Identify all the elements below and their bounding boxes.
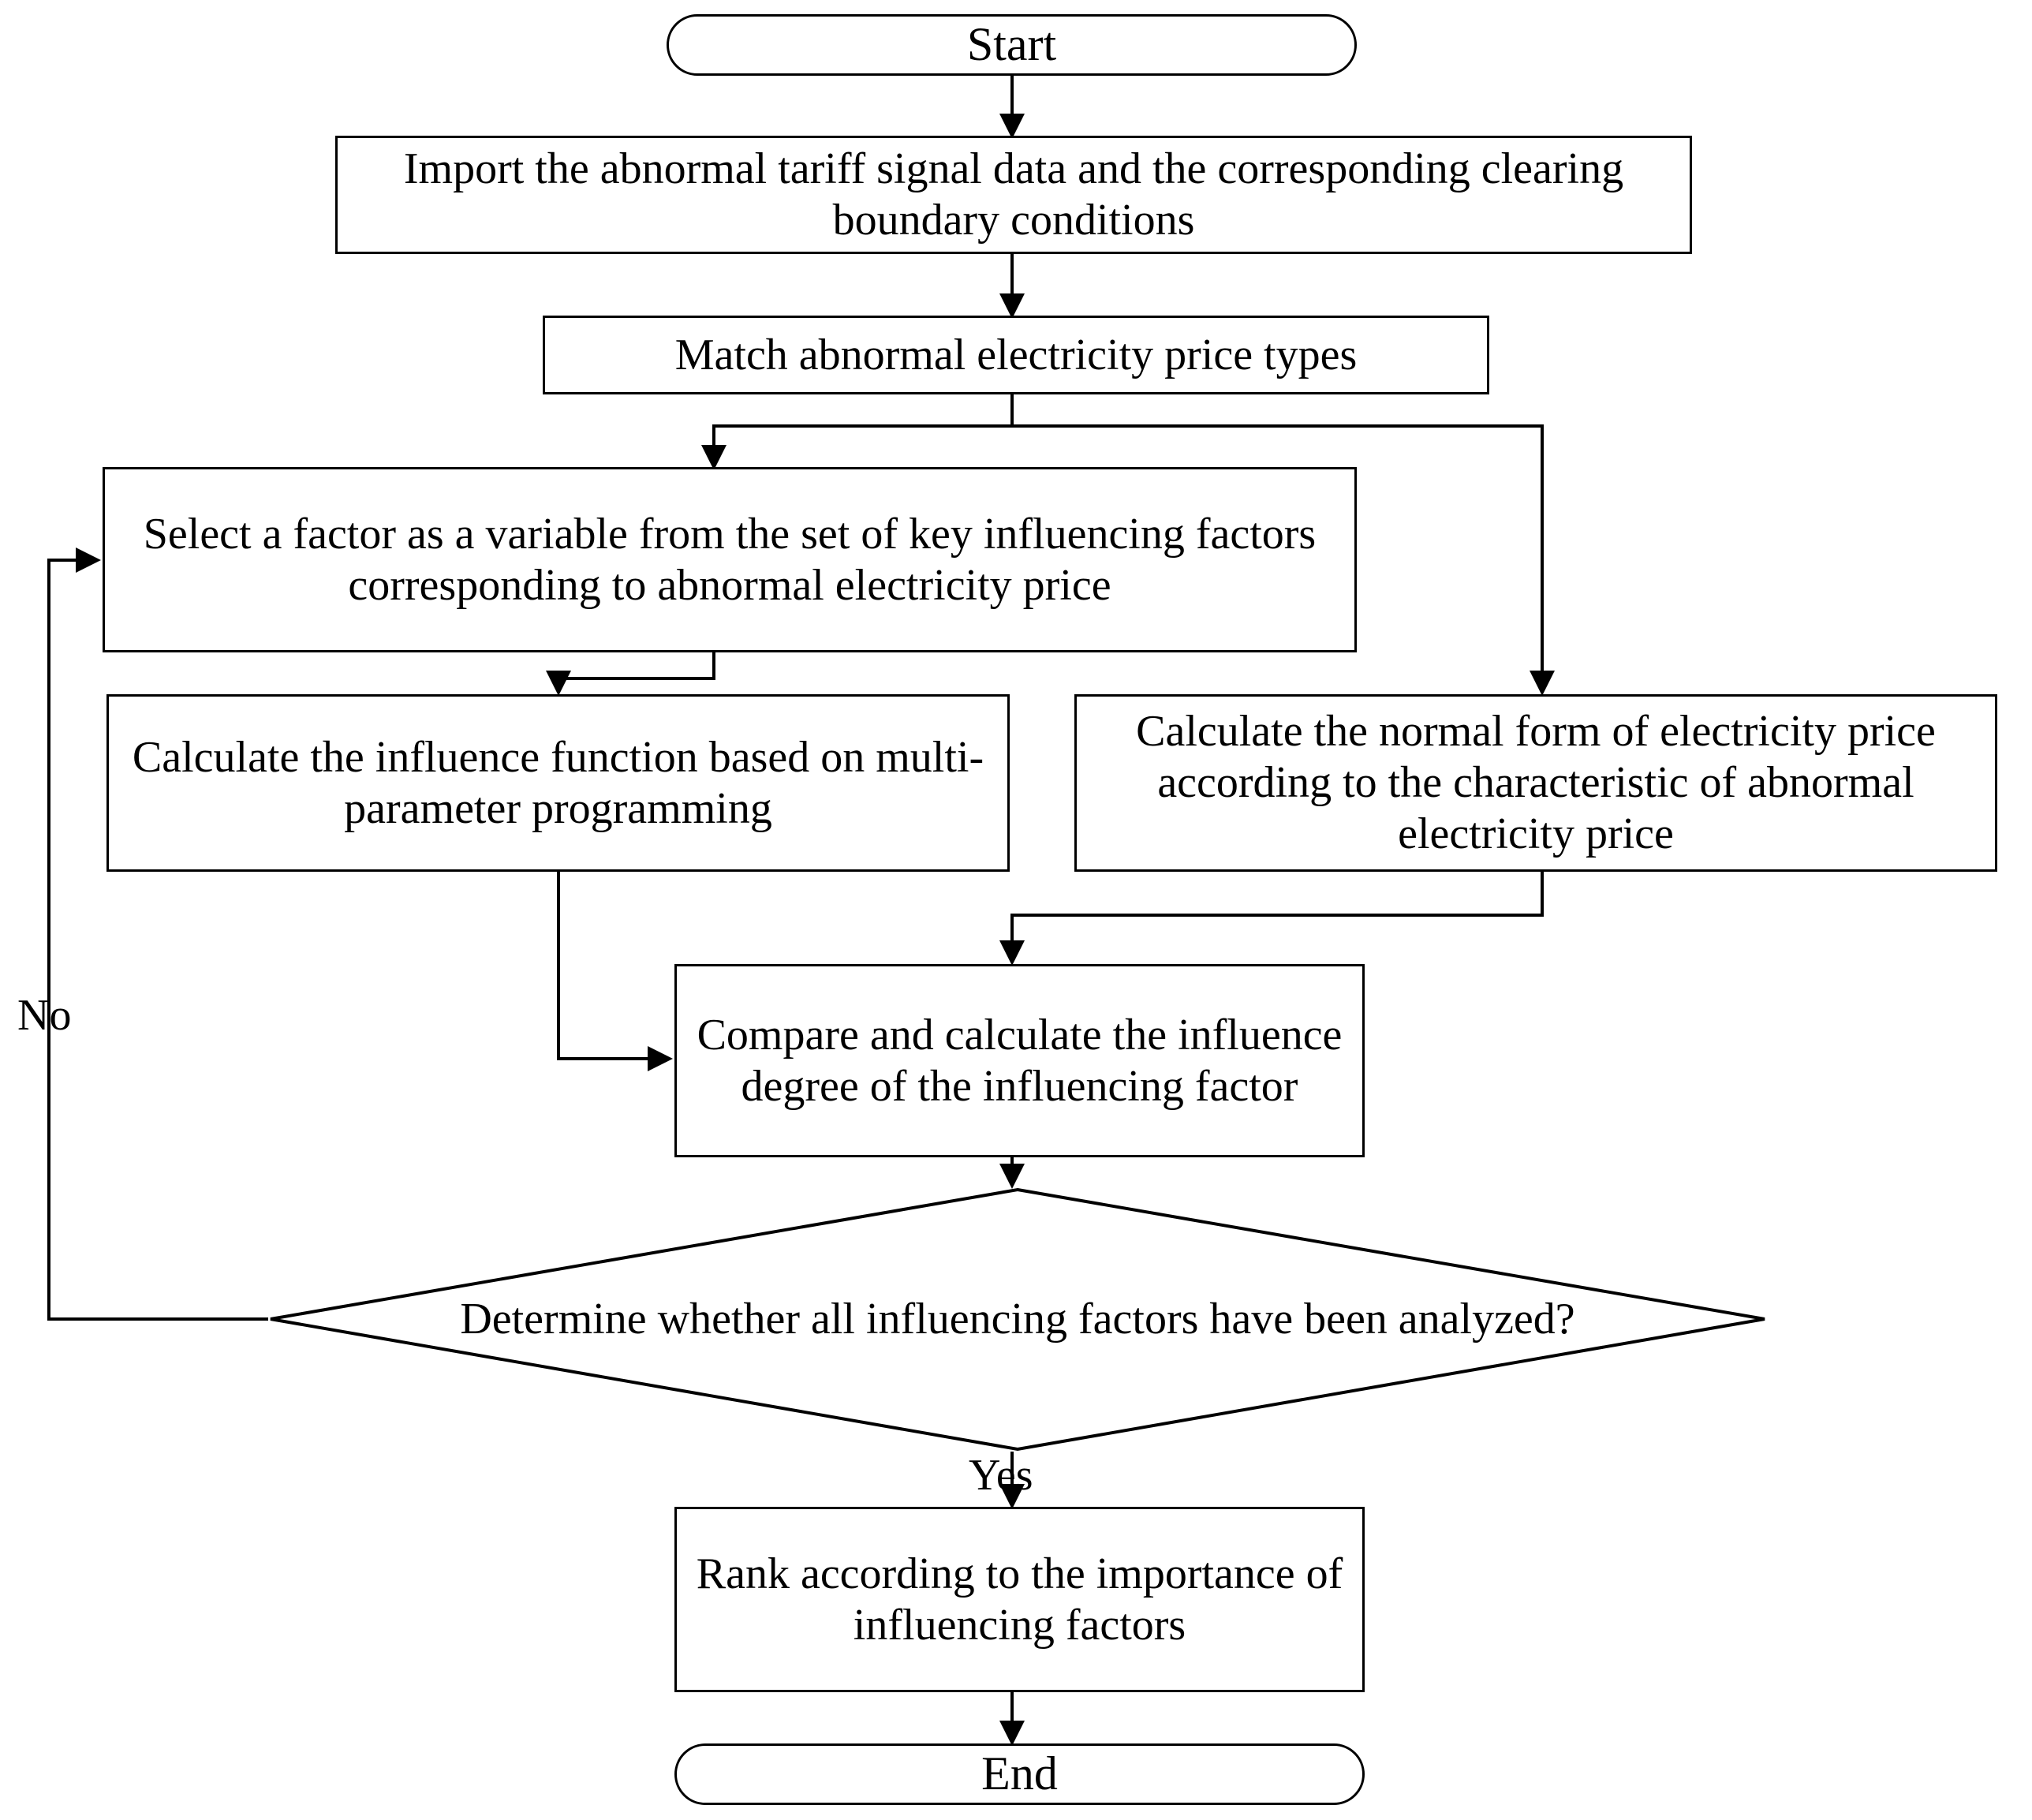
node-select-factor <box>103 467 1357 652</box>
edge-select-to-influence <box>558 652 714 690</box>
node-import-data <box>335 136 1692 254</box>
edge-label-no: No <box>17 991 72 1040</box>
node-select-factor-label: Select a factor as a variable from the set of key influencing factors corresponding to abnormal electricity price <box>143 509 1317 610</box>
node-calculate-influence-function <box>106 694 1010 872</box>
node-decision-all-factors-analyzed <box>268 1187 1767 1452</box>
node-calculate-normal-form <box>1074 694 1997 872</box>
node-start-label: Start <box>966 18 1057 71</box>
edge-label-yes: Yes <box>969 1451 1033 1500</box>
node-match-price-types-label: Match abnormal electricity price types <box>674 330 1358 379</box>
node-start <box>667 14 1357 76</box>
node-calculate-influence-function-label: Calculate the influence function based on multi-parameter programming <box>132 732 984 833</box>
edge-normal-to-compare <box>1012 872 1542 959</box>
node-end-label: End <box>981 1747 1058 1800</box>
node-match-price-types <box>543 316 1489 394</box>
node-end <box>674 1743 1365 1805</box>
node-calculate-normal-form-label: Calculate the normal form of electricity price according to the characteristic of abnormal electricity price <box>1136 707 1936 858</box>
node-decision-all-factors-analyzed-label: Determine whether all influencing factors have been analyzed? <box>460 1295 1575 1344</box>
edge-influence-to-compare <box>558 872 667 1059</box>
node-rank-importance <box>674 1507 1365 1692</box>
node-compare-influence-degree <box>674 964 1365 1157</box>
edge-match-to-select <box>714 394 1012 464</box>
node-rank-importance-label: Rank according to the importance of influencing factors <box>696 1549 1343 1650</box>
edge-decision-no-to-select <box>49 560 268 1319</box>
node-compare-influence-degree-label: Compare and calculate the influence degree of the influencing factor <box>697 1010 1343 1111</box>
node-import-data-label: Import the abnormal tariff signal data and the corresponding clearing boundary conditions <box>403 144 1624 245</box>
